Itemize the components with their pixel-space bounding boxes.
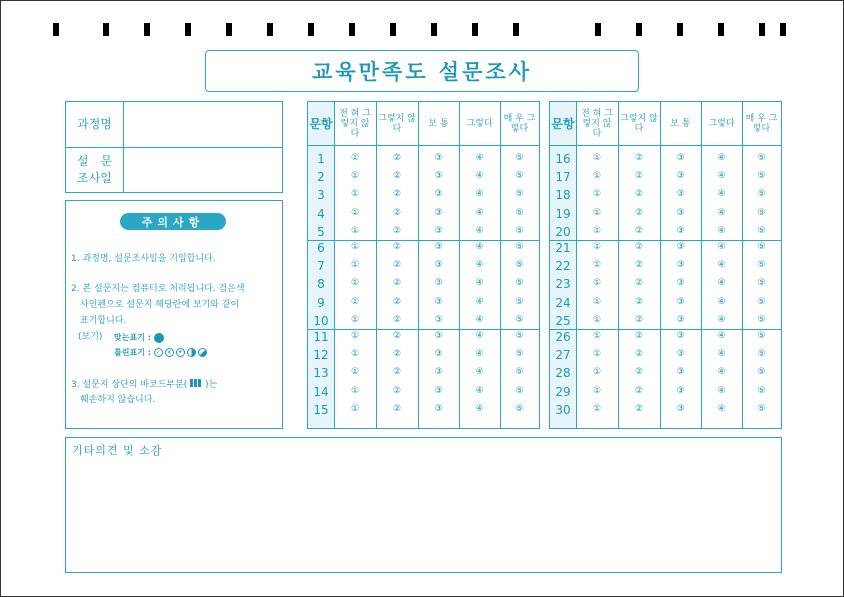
answer-bubble-4[interactable]: ④ <box>475 349 484 360</box>
answer-bubble-2[interactable]: ② <box>392 171 402 182</box>
answer-bubble-2[interactable]: ② <box>392 278 402 289</box>
option-header: 그렇다 <box>708 118 735 129</box>
answer-bubble-3[interactable]: ③ <box>676 260 685 271</box>
answer-bubble-2[interactable]: ② <box>634 207 644 218</box>
answer-bubble-5[interactable]: ⑤ <box>515 260 524 271</box>
answer-bubble-4[interactable]: ④ <box>475 242 484 252</box>
timing-mark <box>226 23 232 36</box>
answer-bubble-1[interactable]: ① <box>350 171 360 182</box>
answer-bubble-1[interactable]: ① <box>592 349 602 360</box>
answer-grid-right <box>549 101 782 429</box>
date-field[interactable] <box>124 148 282 192</box>
question-number: 12 <box>313 348 329 363</box>
answer-bubble-2[interactable]: ② <box>634 349 644 360</box>
answer-bubble-3[interactable]: ③ <box>434 314 443 325</box>
answer-bubble-3[interactable]: ③ <box>434 296 443 307</box>
date-label <box>66 148 124 192</box>
answer-bubble-2[interactable]: ② <box>392 242 402 252</box>
answer-bubble-4[interactable]: ④ <box>717 385 726 396</box>
answer-bubble-2[interactable]: ② <box>392 367 402 378</box>
answer-bubble-5[interactable]: ⑤ <box>757 225 766 236</box>
timing-mark <box>431 23 437 36</box>
option-header: 전 혀 그렇지 않 다 <box>581 108 613 139</box>
answer-bubble-4[interactable]: ④ <box>475 331 484 341</box>
note-2b: 사인펜으로 설문지 해당란에 보기와 같이 <box>80 300 240 310</box>
answer-bubble-3[interactable]: ③ <box>676 331 685 341</box>
answer-bubble-3[interactable]: ③ <box>676 296 685 307</box>
comments-label: 기타의견 및 소감 <box>72 444 163 457</box>
answer-bubble-1[interactable]: ① <box>350 314 360 325</box>
notes-box <box>65 200 283 429</box>
answer-bubble-3[interactable]: ③ <box>676 242 685 252</box>
answer-bubble-3[interactable]: ③ <box>676 349 685 360</box>
group-divider <box>308 329 539 330</box>
answer-bubble-1[interactable]: ① <box>592 331 602 341</box>
answer-bubble-3[interactable]: ③ <box>676 403 685 414</box>
dot-circle-icon: • <box>176 348 185 357</box>
note-2a: 2. 본 설문지는 컴퓨터로 처리됩니다. 검은색 <box>71 284 245 294</box>
answer-bubble-4[interactable]: ④ <box>717 153 726 163</box>
answer-bubble-2[interactable]: ② <box>634 225 644 236</box>
correct-row <box>114 332 164 343</box>
answer-bubble-5[interactable]: ⑤ <box>757 189 766 200</box>
question-number: 21 <box>555 241 571 255</box>
timing-mark <box>103 23 109 36</box>
answer-bubble-3[interactable]: ③ <box>434 331 443 341</box>
question-number: 27 <box>555 348 571 363</box>
answer-bubble-1[interactable]: ① <box>592 171 602 182</box>
answer-bubble-3[interactable]: ③ <box>434 403 443 414</box>
answer-bubble-1[interactable]: ① <box>350 207 360 218</box>
answer-bubble-3[interactable]: ③ <box>434 367 443 378</box>
question-number: 28 <box>555 366 571 381</box>
note-1: 1. 과정명, 설문조사일을 기입합니다. <box>71 254 216 264</box>
note-2c: 표기합니다. <box>80 316 127 326</box>
answer-bubble-3[interactable]: ③ <box>434 207 443 218</box>
answer-bubble-4[interactable]: ④ <box>717 225 726 236</box>
answer-bubble-5[interactable]: ⑤ <box>515 207 524 218</box>
answer-bubble-5[interactable]: ⑤ <box>757 367 766 378</box>
answer-bubble-1[interactable]: ① <box>592 278 602 289</box>
question-number: 25 <box>555 313 571 328</box>
question-number: 17 <box>555 170 571 185</box>
answer-bubble-2[interactable]: ② <box>392 189 402 200</box>
answer-bubble-3[interactable]: ③ <box>434 189 443 200</box>
answer-bubble-5[interactable]: ⑤ <box>515 171 524 182</box>
timing-mark <box>677 23 683 36</box>
answer-bubble-4[interactable]: ④ <box>717 189 726 200</box>
timing-mark <box>513 23 519 36</box>
note-3c: 훼손하지 않습니다. <box>80 395 156 405</box>
answer-bubble-4[interactable]: ④ <box>475 367 484 378</box>
answer-bubble-4[interactable]: ④ <box>717 171 726 182</box>
answer-bubble-1[interactable]: ① <box>350 349 360 360</box>
answer-bubble-1[interactable]: ① <box>592 367 602 378</box>
answer-bubble-2[interactable]: ② <box>392 296 402 307</box>
question-header: 문항 <box>309 116 333 131</box>
option-header: 매 우 그렇다 <box>745 113 778 134</box>
question-number: 30 <box>555 402 571 417</box>
option-header: 그렇지 않 다 <box>620 113 658 134</box>
answer-bubble-4[interactable]: ④ <box>717 367 726 378</box>
note-3a-tail: )는 <box>205 380 218 390</box>
answer-bubble-2[interactable]: ② <box>634 296 644 307</box>
answer-bubble-1[interactable]: ① <box>592 314 602 325</box>
timing-mark <box>636 23 642 36</box>
question-number: 24 <box>555 295 571 310</box>
answer-bubble-5[interactable]: ⑤ <box>757 403 766 414</box>
answer-bubble-2[interactable]: ② <box>634 260 644 271</box>
answer-bubble-5[interactable]: ⑤ <box>757 349 766 360</box>
answer-bubble-3[interactable]: ③ <box>676 153 685 163</box>
answer-bubble-1[interactable]: ① <box>350 153 360 163</box>
answer-bubble-5[interactable]: ⑤ <box>757 242 766 252</box>
timing-mark <box>780 23 786 36</box>
answer-bubble-2[interactable]: ② <box>392 260 402 271</box>
answer-bubble-5[interactable]: ⑤ <box>757 331 766 341</box>
answer-bubble-3[interactable]: ③ <box>434 260 443 271</box>
answer-bubble-5[interactable]: ⑤ <box>515 385 524 396</box>
question-number: 16 <box>555 152 571 166</box>
slash-circle-icon <box>198 348 207 357</box>
answer-bubble-3[interactable]: ③ <box>434 385 443 396</box>
note-3a-text: 3. 설문지 상단의 바코드부분( <box>71 380 188 390</box>
question-number: 6 <box>317 241 325 255</box>
answer-bubble-5[interactable]: ⑤ <box>515 349 524 360</box>
wrong-label: 틀린표기 : <box>114 348 151 357</box>
correct-label: 맞는표기 : <box>114 333 151 342</box>
date-label-line1: 설 문 <box>76 154 113 168</box>
option-header: 그렇다 <box>466 118 493 129</box>
course-row <box>66 102 282 148</box>
group-divider <box>550 240 781 241</box>
answer-bubble-1[interactable]: ① <box>592 385 602 396</box>
answer-bubble-3[interactable]: ③ <box>434 225 443 236</box>
question-number: 9 <box>317 295 325 310</box>
answer-bubble-2[interactable]: ② <box>392 207 402 218</box>
answer-bubble-2[interactable]: ② <box>634 331 644 341</box>
answer-bubble-1[interactable]: ① <box>350 385 360 396</box>
answer-bubble-5[interactable]: ⑤ <box>515 278 524 289</box>
question-number: 4 <box>317 206 325 221</box>
timing-mark <box>349 23 355 36</box>
answer-bubble-1[interactable]: ① <box>350 367 360 378</box>
question-number: 22 <box>555 259 571 274</box>
answer-bubble-1[interactable]: ① <box>592 403 602 414</box>
question-number: 11 <box>313 330 329 344</box>
half-circle-icon <box>187 348 196 357</box>
answer-bubble-3[interactable]: ③ <box>676 225 685 236</box>
answer-bubble-3[interactable]: ③ <box>676 314 685 325</box>
question-number: 5 <box>317 224 325 239</box>
question-number: 2 <box>317 170 325 185</box>
answer-bubble-5[interactable]: ⑤ <box>757 260 766 271</box>
answer-bubble-1[interactable]: ① <box>592 207 602 218</box>
answer-bubble-4[interactable]: ④ <box>475 171 484 182</box>
answer-bubble-3[interactable]: ③ <box>676 171 685 182</box>
answer-bubble-4[interactable]: ④ <box>475 189 484 200</box>
answer-bubble-2[interactable]: ② <box>392 314 402 325</box>
answer-bubble-1[interactable]: ① <box>592 296 602 307</box>
info-box <box>65 101 283 193</box>
question-number: 26 <box>555 330 571 344</box>
question-number: 29 <box>555 384 571 399</box>
answer-bubble-4[interactable]: ④ <box>717 278 726 289</box>
cross-circle-icon: ✕ <box>166 349 172 356</box>
answer-bubble-4[interactable]: ④ <box>475 403 484 414</box>
answer-bubble-1[interactable]: ① <box>350 189 360 200</box>
timing-mark <box>308 23 314 36</box>
answer-bubble-2[interactable]: ② <box>392 225 402 236</box>
answer-bubble-4[interactable]: ④ <box>475 225 484 236</box>
question-number: 3 <box>317 188 325 203</box>
answer-bubble-2[interactable]: ② <box>634 385 644 396</box>
answer-bubble-4[interactable]: ④ <box>475 260 484 271</box>
page-title: 교육만족도 설문조사 <box>205 50 639 92</box>
answer-bubble-1[interactable]: ① <box>592 153 602 163</box>
barcode-icon <box>190 379 202 390</box>
timing-mark <box>759 23 765 36</box>
question-header: 문항 <box>551 116 575 131</box>
answer-bubble-5[interactable]: ⑤ <box>757 385 766 396</box>
answer-bubble-2[interactable]: ② <box>634 153 644 163</box>
answer-bubble-3[interactable]: ③ <box>676 189 685 200</box>
answer-bubble-5[interactable]: ⑤ <box>757 278 766 289</box>
question-number: 15 <box>313 402 329 417</box>
answer-bubble-2[interactable]: ② <box>392 349 402 360</box>
answer-bubble-4[interactable]: ④ <box>717 296 726 307</box>
answer-bubble-5[interactable]: ⑤ <box>515 153 524 163</box>
answer-bubble-2[interactable]: ② <box>392 153 402 163</box>
answer-bubble-1[interactable]: ① <box>350 260 360 271</box>
answer-bubble-5[interactable]: ⑤ <box>515 367 524 378</box>
answer-bubble-4[interactable]: ④ <box>717 349 726 360</box>
question-number: 10 <box>313 313 329 328</box>
answer-bubble-5[interactable]: ⑤ <box>757 153 766 163</box>
question-number: 8 <box>317 277 325 292</box>
answer-bubble-2[interactable]: ② <box>634 242 644 252</box>
answer-bubble-5[interactable]: ⑤ <box>757 171 766 182</box>
filled-circle-icon <box>154 333 164 343</box>
answer-bubble-4[interactable]: ④ <box>717 331 726 341</box>
answer-bubble-3[interactable]: ③ <box>434 171 443 182</box>
answer-bubble-1[interactable]: ① <box>350 225 360 236</box>
answer-bubble-5[interactable]: ⑤ <box>757 314 766 325</box>
answer-bubble-5[interactable]: ⑤ <box>515 242 524 252</box>
answer-bubble-1[interactable]: ① <box>592 225 602 236</box>
answer-bubble-1[interactable]: ① <box>592 242 602 252</box>
answer-bubble-4[interactable]: ④ <box>717 260 726 271</box>
date-label-line2: 조사일 <box>77 171 112 185</box>
timing-mark <box>472 23 478 36</box>
answer-bubble-3[interactable]: ③ <box>676 367 685 378</box>
question-number: 14 <box>313 384 329 399</box>
answer-bubble-2[interactable]: ② <box>634 403 644 414</box>
answer-bubble-3[interactable]: ③ <box>434 153 443 163</box>
timing-mark <box>718 23 724 36</box>
date-row <box>66 148 282 192</box>
answer-bubble-4[interactable]: ④ <box>475 385 484 396</box>
answer-bubble-1[interactable]: ① <box>350 403 360 414</box>
answer-bubble-1[interactable]: ① <box>350 296 360 307</box>
answer-bubble-2[interactable]: ② <box>634 189 644 200</box>
answer-bubble-1[interactable]: ① <box>350 242 360 252</box>
answer-bubble-2[interactable]: ② <box>392 403 402 414</box>
answer-bubble-2[interactable]: ② <box>634 314 644 325</box>
question-number: 7 <box>317 259 325 274</box>
answer-bubble-2[interactable]: ② <box>634 171 644 182</box>
answer-bubble-3[interactable]: ③ <box>676 207 685 218</box>
answer-bubble-2[interactable]: ② <box>634 367 644 378</box>
group-divider <box>550 329 781 330</box>
notes-heading: 주의사항 <box>120 213 226 230</box>
answer-bubble-1[interactable]: ① <box>350 331 360 341</box>
question-number: 1 <box>317 152 325 166</box>
timing-mark <box>595 23 601 36</box>
answer-bubble-4[interactable]: ④ <box>717 242 726 252</box>
answer-bubble-4[interactable]: ④ <box>475 278 484 289</box>
answer-bubble-4[interactable]: ④ <box>717 314 726 325</box>
timing-mark <box>185 23 191 36</box>
question-number: 23 <box>555 277 571 292</box>
answer-bubble-2[interactable]: ② <box>634 278 644 289</box>
answer-bubble-5[interactable]: ⑤ <box>515 403 524 414</box>
answer-bubble-4[interactable]: ④ <box>475 207 484 218</box>
option-header: 매 우 그렇다 <box>503 113 536 134</box>
answer-bubble-2[interactable]: ② <box>392 331 402 341</box>
answer-grid-left <box>307 101 540 429</box>
answer-bubble-5[interactable]: ⑤ <box>515 331 524 341</box>
timing-mark <box>144 23 150 36</box>
option-header: 보 통 <box>670 118 691 129</box>
timing-mark <box>390 23 396 36</box>
answer-bubble-3[interactable]: ③ <box>676 278 685 289</box>
comments-box[interactable] <box>65 437 782 573</box>
answer-bubble-1[interactable]: ① <box>592 260 602 271</box>
course-field[interactable] <box>124 102 282 147</box>
answer-bubble-4[interactable]: ④ <box>717 207 726 218</box>
group-divider <box>308 240 539 241</box>
example-label: (보기) <box>78 332 103 342</box>
timing-mark <box>267 23 273 36</box>
answer-bubble-5[interactable]: ⑤ <box>515 189 524 200</box>
option-header: 그렇지 않 다 <box>378 113 416 134</box>
note-3a <box>71 377 217 390</box>
check-circle-icon: ✓ <box>155 349 161 356</box>
option-header: 전 혀 그렇지 않 다 <box>339 108 371 139</box>
answer-bubble-4[interactable]: ④ <box>475 314 484 325</box>
answer-bubble-3[interactable]: ③ <box>434 349 443 360</box>
question-number: 19 <box>555 206 571 221</box>
answer-bubble-5[interactable]: ⑤ <box>515 314 524 325</box>
timing-mark <box>53 23 59 36</box>
answer-bubble-2[interactable]: ② <box>392 385 402 396</box>
course-label: 과정명 <box>66 102 124 147</box>
answer-bubble-3[interactable]: ③ <box>434 242 443 252</box>
answer-bubble-4[interactable]: ④ <box>717 403 726 414</box>
option-header: 보 통 <box>428 118 449 129</box>
answer-bubble-4[interactable]: ④ <box>475 296 484 307</box>
question-number: 20 <box>555 224 571 239</box>
answer-bubble-5[interactable]: ⑤ <box>757 296 766 307</box>
question-number: 18 <box>555 188 571 203</box>
question-number: 13 <box>313 366 329 381</box>
answer-bubble-1[interactable]: ① <box>592 189 602 200</box>
answer-bubble-5[interactable]: ⑤ <box>515 225 524 236</box>
answer-bubble-1[interactable]: ① <box>350 278 360 289</box>
answer-bubble-3[interactable]: ③ <box>676 385 685 396</box>
answer-bubble-5[interactable]: ⑤ <box>757 207 766 218</box>
answer-bubble-5[interactable]: ⑤ <box>515 296 524 307</box>
answer-bubble-3[interactable]: ③ <box>434 278 443 289</box>
wrong-row <box>114 347 209 358</box>
answer-bubble-4[interactable]: ④ <box>475 153 484 163</box>
